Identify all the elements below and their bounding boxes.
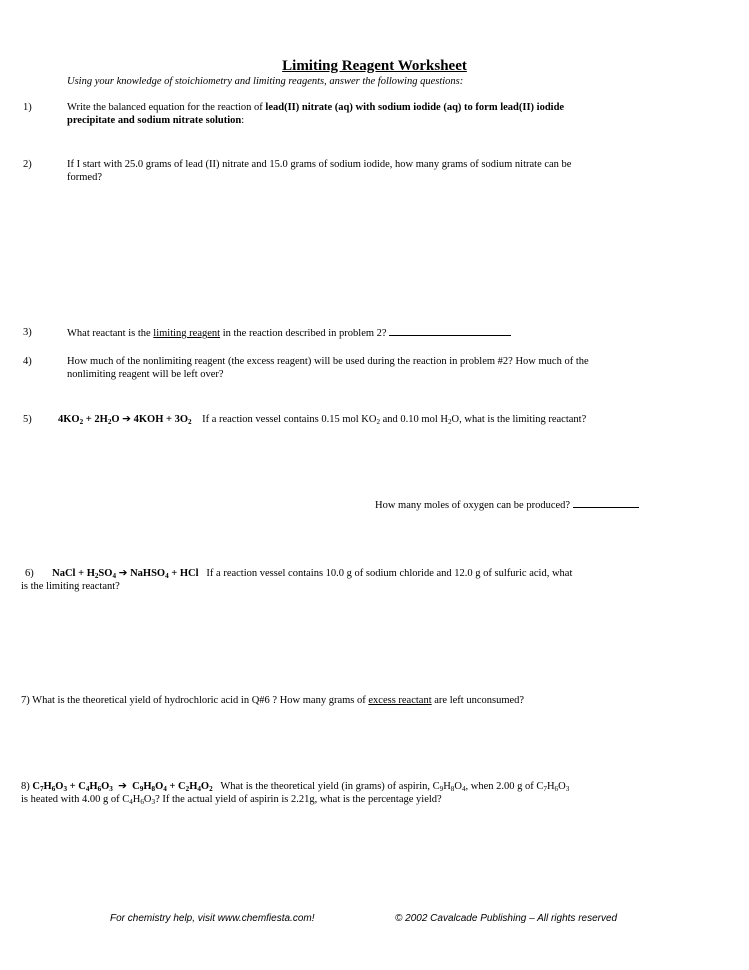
question-number: 1): [23, 102, 32, 113]
question-prompt: If a reaction vessel contains 0.15 mol $KO_2$ and 0.10 mol $H_2O$, what is the limiting reactant?: [202, 414, 587, 426]
page-subtitle: Using your knowledge of stoichiometry and limiting reagents, answer the following questions:: [67, 76, 464, 87]
bold-segment: lead(II) nitrate (aq) with sodium iodide (aq) to form lead(II) iodide: [265, 102, 565, 113]
question-number: 6): [25, 568, 34, 579]
reaction-equation: NaCl + $H_2SO_4$ ➔ NaHSO$_4$ + HCl: [52, 567, 199, 580]
reaction-equation: $C_7H_6O_3 + C_4H_6O_3$ ➔ $C_9H_8O_4 + C_2H_4O_2$: [32, 780, 213, 793]
question-8: [21, 780, 741, 807]
answer-blank[interactable]: [389, 326, 511, 336]
question-text: [58, 413, 748, 426]
text-segment: How many moles of oxygen can be produced?: [375, 500, 573, 511]
text-segment: are left unconsumed?: [431, 695, 525, 706]
arrow-icon: ➔: [118, 780, 127, 792]
question-text: [67, 101, 687, 128]
text-segment: :: [241, 115, 245, 127]
text-line: formed?: [67, 172, 102, 184]
text-segment: 7) What is the theoretical yield of hydrochloric acid in Q#6 ? How many grams of: [21, 695, 369, 706]
question-number: 3): [23, 327, 32, 338]
bold-segment: precipitate and sodium nitrate solution: [67, 115, 242, 127]
text-segment: What reactant is the: [67, 328, 154, 339]
text-line: How much of the nonlimiting reagent (the excess reagent) will be used during the reaction in problem #2? How much of the: [67, 356, 589, 367]
answer-blank[interactable]: [573, 498, 639, 508]
question-number: 5): [23, 414, 32, 425]
question-number: 2): [23, 159, 32, 170]
question-text: [21, 780, 741, 793]
footer-left: For chemistry help, visit www.chemfiesta.com!: [110, 913, 315, 924]
text-segment: Write the balanced equation for the reaction of: [67, 102, 266, 113]
text-line: is heated with 4.00 g of $C_4H_6O_3$? If the actual yield of aspirin is 2.21g, what is the percentage yield?: [21, 794, 442, 807]
arrow-icon: ➔: [118, 567, 128, 579]
question-5-followup: [375, 498, 695, 512]
reaction-equation: $4KO_2 + 2H_2O$ ➔ $4KOH + 3O_2$: [58, 413, 192, 426]
text-line: nonlimiting reagent will be left over?: [67, 369, 224, 381]
footer-right: © 2002 Cavalcade Publishing – All rights reserved: [395, 913, 618, 924]
question-text: [67, 355, 717, 382]
question-number: 4): [23, 356, 32, 367]
question-prompt: What is the theoretical yield (in grams) of aspirin, $C_9H_8O_4$, when 2.00 g of $C_7H_6O_3$: [220, 781, 570, 793]
question-text: [67, 158, 707, 185]
question-6: [21, 567, 725, 594]
page-title: Limiting Reagent Worksheet: [282, 58, 467, 74]
text-segment: in the reaction described in problem 2?: [220, 328, 390, 339]
text-line: is the limiting reactant?: [21, 581, 120, 593]
question-7: [21, 694, 721, 707]
question-number: 8): [21, 781, 33, 792]
text-line: If I start with 25.0 grams of lead (II) nitrate and 15.0 grams of sodium iodide, how many grams of sodium nitrate can be: [67, 159, 572, 170]
underlined-term: excess reactant: [368, 695, 432, 706]
underlined-term: limiting reagent: [153, 328, 221, 339]
question-text: [67, 326, 707, 340]
question-prompt: If a reaction vessel contains 10.0 g of sodium chloride and 12.0 g of sulfuric acid, what: [206, 568, 573, 579]
arrow-icon: ➔: [122, 413, 131, 425]
question-text: [25, 567, 725, 580]
